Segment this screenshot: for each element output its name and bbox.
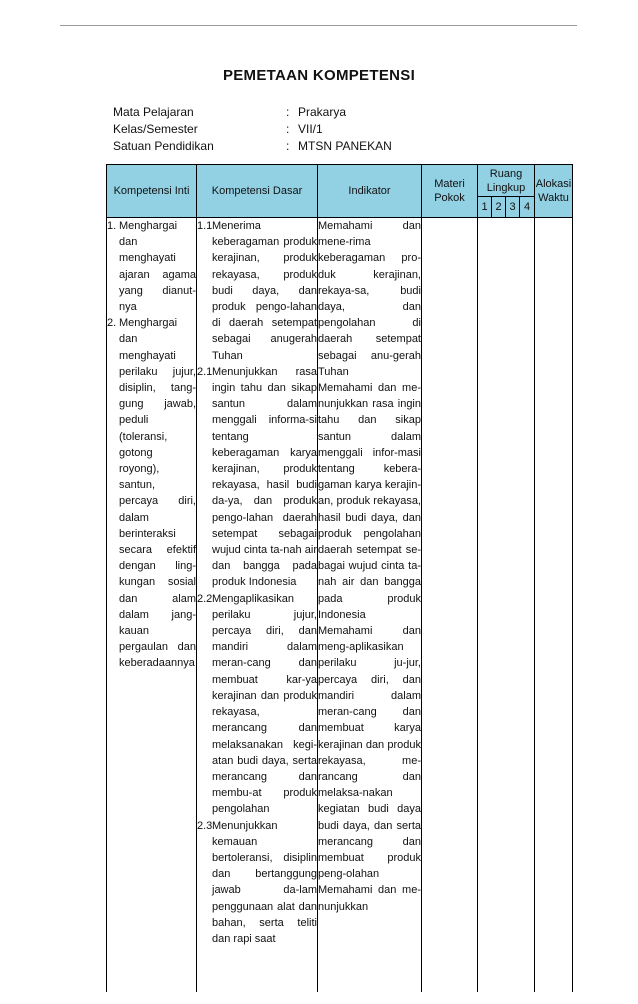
ki-number: 1. [107,220,117,232]
meta-separator: : [286,122,290,136]
cell-kompetensi-dasar [197,218,318,993]
header-kompetensi-dasar: Kompetensi Dasar [197,165,318,218]
ki-item [107,315,196,671]
kd-item [197,218,317,364]
cell-materi-pokok [422,218,478,993]
indikator-item: Memahami dan me-nunjukkan [318,884,421,913]
cell-alokasi-waktu [535,218,573,993]
kd-item [197,591,317,818]
page-title: PEMETAAN KOMPETENSI [222,67,416,84]
ki-number: 2. [107,317,117,330]
kd-item [197,364,317,591]
header-ruang-lingkup: Ruang Lingkup [478,165,535,197]
cell-kompetensi-inti [107,218,197,993]
ki-text: Menghargai dan menghayati perilaku jujur, disiplin, tang-gung jawab, peduli (toleransi, gotong royong), santun, percaya diri, dalam berinteraksi secara efektif dengan ling-kungan sosial dan alam dalam jang-kauan pergaulan dan keberadaannya [119,317,196,670]
header-alokasi-waktu: Alokasi Waktu [535,165,573,218]
kd-number: 2.3 [197,819,213,832]
indikator-item: Memahami dan meng-aplikasikan perilaku ju-jur, percaya diri, dan mandiri dalam meran-cang dan membuat karya kerajinan dan produk rekayasa, me-rancang dan melaksa-nakan kegiatan budi daya budi daya, dan serta merancang dan membuat produk peng-olahan [318,625,421,881]
ki-item [107,218,196,315]
header-scope-3: 3 [506,197,520,218]
indikator-item: Memahami dan mene-rima keberagaman pro-duk kerajinan, rekaya-sa, budi daya, dan pengolahan di daerah setempat sebagai anu-gerah Tuhan [318,220,421,378]
header-indikator: Indikator [318,165,422,218]
header-scope-2: 2 [492,197,506,218]
meta-label: Satuan Pendidikan [113,139,214,153]
cell-ruang-lingkup [478,218,535,993]
header-materi-pokok: Materi Pokok [422,165,478,218]
indikator-item: Memahami dan me-nunjukkan rasa ingin tahu dan sikap santun dalam menggali infor-masi tentang kebera-gaman karya kerajin-an, produk rekayasa, hasil budi daya, dan produk pengolahan daerah setempat se-bagai wujud cinta ta-nah air dan bangga pada produk Indonesia [318,382,421,621]
kd-text: Mengaplikasikan perilaku jujur, percaya diri, dan mandiri dalam meran-cang dan membuat kar-ya kerajinan dan produk rekayasa, merancang dan melaksanakan kegi-atan budi daya, serta merancang dan membu-at produk pengolahan [212,592,317,816]
header-scope-1: 1 [478,197,492,218]
meta-row [113,121,392,138]
competency-table [106,164,573,992]
kd-number: 1.1 [197,220,213,232]
kd-text: Menunjukkan rasa ingin tahu dan sikap santun dalam menggali informa-si tentang keberagaman karya kerajinan, produk rekayasa, hasil budi da-ya, dan produk pengo-lahan daerah setempat sebagai wujud cinta ta-nah air dan bangga pada produk Indonesia [212,365,317,589]
kd-text: Menerima keberagaman produk kerajinan, produk rekayasa, produk budi daya, dan produk pengo-lahan di daerah setempat sebagai anugerah Tuhan [212,220,317,362]
meta-separator: : [286,105,290,119]
table-row [107,218,573,993]
kd-text: Menunjukkan kemauan bertoleransi, disiplin dan bertanggung jawab da-lam penggunaan alat dan bahan, serta teliti dan rapi saat [212,819,317,945]
ki-text: Menghargai dan menghayati ajaran agama yang dianut-nya [119,220,196,314]
header-scope-4: 4 [520,197,535,218]
header-kompetensi-inti: Kompetensi Inti [107,165,197,218]
meta-value: VII/1 [298,122,323,136]
meta-value: Prakarya [298,105,347,119]
top-rule [60,25,577,26]
document-meta [113,104,392,155]
meta-label: Mata Pelajaran [113,105,194,119]
kd-number: 2.1 [197,365,213,378]
kd-item [197,818,317,948]
meta-row [113,104,392,121]
meta-label: Kelas/Semester [113,122,198,136]
meta-row [113,138,392,155]
meta-value: MTSN PANEKAN [298,139,392,153]
cell-indikator [318,218,422,993]
kd-number: 2.2 [197,592,213,605]
meta-separator: : [286,139,290,153]
